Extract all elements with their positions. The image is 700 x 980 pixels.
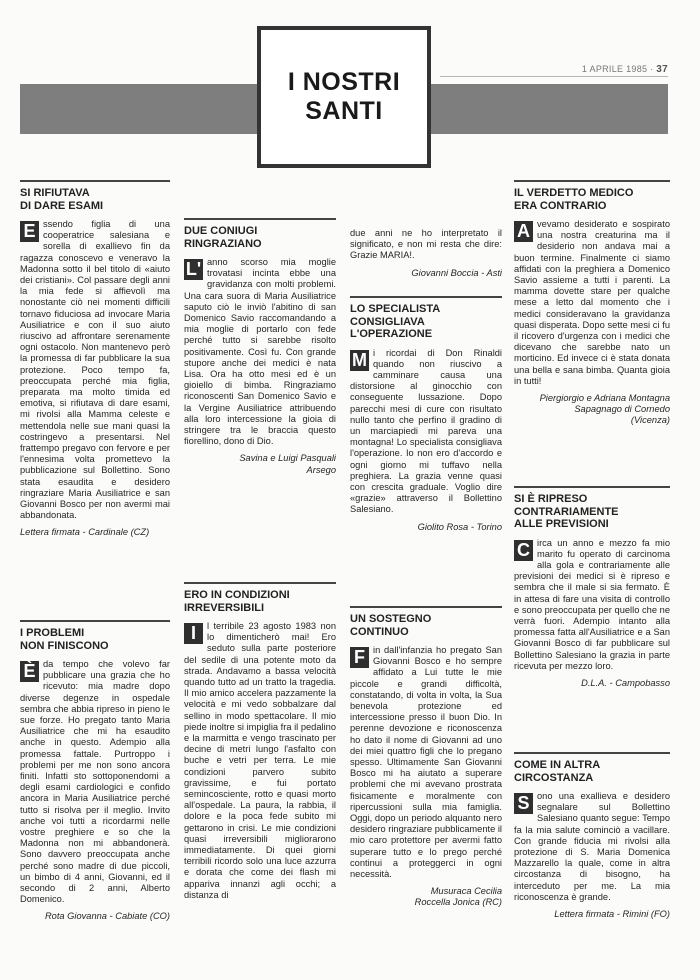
article-body: E ssendo figlia di una cooperatrice salesiana e sorella di exallievo fin da ragazza conoscevo e veneravo la Madonna sotto il bel titolo di «aiuto dei cristiani». Col passare degli anni la mia fede si affievolì ma nonostante ciò nei momenti difficili tornavo fiduciosa ad invocare Maria Ausiliatrice e con il suo aiuto riuscivo ad affrontare serenamente ogni ostacolo. Non mantenevo però la promessa di far pubblicare la sua protezione. Poco tempo fa, preoccupata perché mia figlia, preparata ma molto timida ed emotiva, si rifiutava di dare esami, mi rivolsi alla Mamma celeste e mettendola nelle sue mani quasi la costringevo a presentarsi. Nel frattempo pregavo con fervore e per l'ennesima volta promettevo la pubblicazione sul Bollettino. Sono stata esaudita e desidero ringraziare Maria Ausiliatrice e san Giovanni Bosco per non avermi mai abbandonata. [20, 219, 170, 521]
drop-cap: È [20, 661, 39, 682]
article-body: due anni ne ho interpretato il significato, e non mi resta che dire: Grazie MARIA!. [350, 228, 502, 261]
article-un-sostegno [350, 606, 502, 909]
article-rule [514, 486, 670, 488]
article-i-problemi [20, 620, 170, 923]
article-title: I PROBLEMI NON FINISCONO [20, 627, 109, 652]
article-body: L' anno scorso mia moglie trovatasi incinta ebbe una gravidanza con molti problemi. Una cara suora di Maria Ausiliatrice saputo ciò le inviò l'abitino di san Domenico Savio raccomandando a mia moglie di portarlo con fede perché tutto si sarebbe risolto positivamente. Così fu. Con grande stupore anche dei medici è nata Lisa. Ora ha otto mesi ed è un gioiello di bimba. Ringraziamo riconoscenti San Domenico Savio e la Vergine Ausiliatrice attribuendo alla loro intercessione la gioia di stringere tra le braccia questo fiorellino, dono di Dio. [184, 257, 336, 447]
drop-cap: L' [185, 259, 202, 279]
article-come-in-altra [514, 752, 670, 920]
article-rule [20, 180, 170, 182]
issue-date: 1 APRILE 1985 [581, 64, 648, 74]
article-body: A vevamo desiderato e sospirato una nostra creaturina ma il desiderio non andava mai a buon termine. Finalmente ci siamo affidati con la preghiera a Domenico Savio assieme a tutti i parenti. La mamma dovette stare per qualche mese a letto dal momento che i medici consideravano la gravidanza quasi disperata. Dopo sette mesi ci fu il ricovero d'urgenza con i medici che dicevano che sarebbe nato un morticino. Ed invece ci è stata donata una bella e sana bimba. Quanta gioia in tutti! [514, 219, 670, 386]
article-il-verdetto [514, 180, 670, 427]
article-signature: Giolito Rosa - Torino [417, 521, 502, 532]
article-title: UN SOSTEGNO CONTINUO [350, 613, 432, 638]
drop-cap: C [514, 540, 533, 561]
drop-cap: F [350, 647, 369, 668]
drop-cap: S [514, 793, 533, 814]
article-due-coniugi [184, 218, 336, 476]
article-rule [350, 296, 502, 298]
article-body: F in dall'infanzia ho pregato San Giovanni Bosco e ho sempre affidato a Lui tutte le mie piccole e grandi difficoltà, constatando, di volta in volta, la Sua benevola protezione ed intercessione presso il buon Dio. In perenne devozione e riconoscenza ho dato il nome di Giovanni ad uno dei miei quattro figli che lo pregano spesso. Ultimamente San Giovanni Bosco mi ha aiutato a superare problemi che mi avevano prostrata fisicamente e moralmente con ripercussioni sulla mia famiglia. Oggi, dopo un periodo alquanto nero desidero ringraziare pubblicamente il mio caro protettore per avermi fatto superare tutto e lo prego perché continui a proteggerci in ogni necessità. [350, 645, 502, 880]
article-body: È da tempo che volevo far pubblicare una grazia che ho ricevuto: mia madre dopo diverse degenze in ospedale sembra che abbia ripreso in pieno le sue forze. Ho pregato tanto Maria Ausiliatrice che mi ha esaudito anche in questo. Adempio alla promessa fattale. Purtroppo i problemi per me non sono ancora finiti. Infatti sto sottoponendomi a degli esami cardiologici e confido ancora in Maria Ausiliatrice perché tutto si risolva per il meglio. Invito anche voi tutti a ricordarmi nelle vostre preghiere e so che la Madonna non mi abbandonerà. Sono davvero preoccupata anche perché sono madre di due piccoli, un bimbo di 4 anni, Giovanni, ed il secondo di 2 anni, Alberto Domenico. [20, 659, 170, 905]
article-signature: Lettera firmata - Rimini (FO) [554, 909, 670, 920]
article-signature: Lettera firmata - Cardinale (CZ) [20, 527, 150, 538]
section-title: I NOSTRI SANTI [287, 68, 401, 125]
article-title: ERO IN CONDIZIONI IRREVERSIBILI [184, 589, 290, 614]
article-signature: Rota Giovanna - Cabiate (CO) [44, 911, 170, 922]
article-rule [514, 180, 670, 182]
article-rule [184, 582, 336, 584]
article-signature: Piergiorgio e Adriana Montagna Sapagnago di Cornedo (Vicenza) [539, 393, 670, 426]
article-ero-in-condizioni-continued [350, 228, 502, 279]
article-signature: D.L.A. - Campobasso [581, 677, 670, 688]
page-info: 1 APRILE 1985 · 37 [581, 64, 668, 75]
article-body: I l terribile 23 agosto 1983 non lo dimenticherò mai! Ero seduto sulla parte posteriore del sedile di una potente moto da strada. Andavamo a bassa velocità quando tutto ad un tratto la tragedia. Il mio amico accelera pazzamente la velocità e mi vedo sobbalzare dal sellino in modo spettacolare. Il mio piede inoltre si impiglia fra il pedalino e la marmitta e vengo trascinato per decine di metri lungo l'asfalto con buche e vetri per terra. Le mie condizioni parvero subito gravissime, e fui portato semincosciente, rotto e quasi morto all'ospedale. La paura, la rabbia, il dolore e la poca fede subito mi gettarono in crisi. Le mie condizioni quasi irreversibili migliorarono immediatamente. Di quei giorni terribili ricordo solo una luce azzurra e dorata che come dei flash mi appariva innanzi agli occhi; a distanza di [184, 621, 336, 900]
drop-cap: E [20, 221, 39, 242]
header-rule [440, 76, 668, 77]
article-ero-in-condizioni [184, 582, 336, 901]
article-lo-specialista [350, 296, 502, 533]
article-title: DUE CONIUGI RINGRAZIANO [184, 225, 262, 250]
article-si-rifiutava [20, 180, 170, 539]
section-title-box [257, 26, 431, 168]
article-body: C irca un anno e mezzo fa mio marito fu operato di carcinoma alla gola e contrariamente alle previsioni dei medici si è ripreso e sembra che il male si sia fermato. È in attesa di fare una visita di controllo e sono preoccupata per quello che ne verrà fuori. Adempio intanto alla promessa fatta all'Ausiliatrice e a San Giovanni Bosco di far pubblicare sul Bollettino Salesiano la grazia in parte ricevuta per mezzo loro. [514, 537, 670, 671]
article-signature: Giovanni Boccia - Asti [411, 267, 502, 278]
article-title: LO SPECIALISTA CONSIGLIAVA L'OPERAZIONE [350, 303, 441, 340]
drop-cap: I [184, 623, 203, 644]
article-body: S ono una exallieva e desidero segnalare sul Bollettino Salesiano quanto segue: Tempo fa la mia salute cominciò a vacillare. Con grande fiducia mi rivolsi alla protezione di S. Maria Domenica Mazzarello la quale, come in altra circostanza di bisogno, ha interceduto per me. La mia riconoscenza è grande. [514, 791, 670, 902]
article-signature: Musuraca Cecilia Roccella Jonica (RC) [414, 886, 502, 908]
article-rule [350, 606, 502, 608]
article-si-e-ripreso [514, 486, 670, 689]
article-rule [514, 752, 670, 754]
article-title: IL VERDETTO MEDICO ERA CONTRARIO [514, 187, 634, 212]
article-title: COME IN ALTRA CIRCOSTANZA [514, 759, 601, 784]
article-title: SI RIFIUTAVA DI DARE ESAMI [20, 187, 104, 212]
drop-cap: A [514, 221, 533, 242]
article-rule [184, 218, 336, 220]
article-title: SI È RIPRESO CONTRARIAMENTE ALLE PREVISIONI [514, 493, 619, 530]
article-body: M i ricordai di Don Rinaldi quando non riuscivo a camminare causa una distorsione al ginocchio con conseguente lussazione. Dopo parecchi mesi di cure con risultato nullo tanto che perfino il gradino di un marciapiedi mi pareva una montagna! Lo specialista consigliava l'operazione. Io non ero d'accordo e ogni giorno mi tuffavo nella preghiera. La grazia venne quasi con crescita graduale. Voglio dire «grazie» attraverso il Bollettino Salesiano. [350, 347, 502, 515]
drop-cap: M [352, 349, 367, 370]
article-rule [20, 620, 170, 622]
page-number: 37 [656, 64, 668, 75]
article-signature: Savina e Luigi Pasquali Arsego [239, 453, 336, 475]
